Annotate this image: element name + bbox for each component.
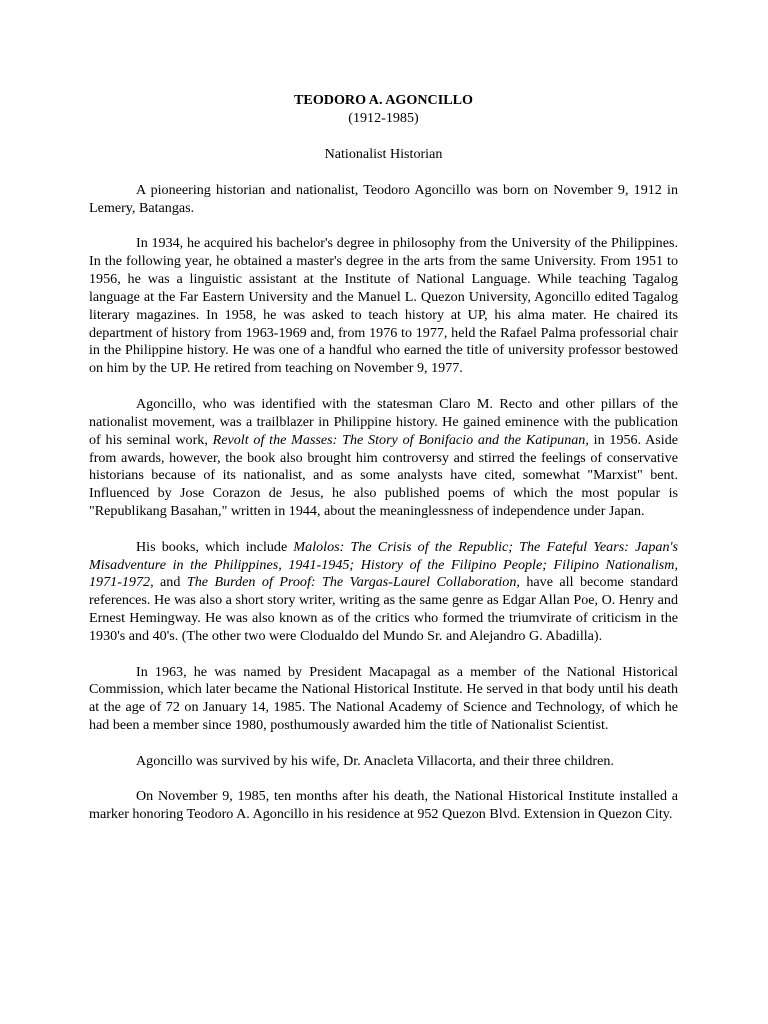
document-years: (1912-1985) [348, 109, 419, 126]
paragraph-nationalist-text-b: in 1956. Aside from awards, however, the book also brought him controversy and stirred the feelings of conservative historians because of its nationalist, and as some analysts have cited, somewhat "Marxist" bent. Influenced by Jose Corazon de Jesus, he also published poems of which the most popular is "Republikang Basahan," written in 1944, about the meaninglessness of independence under Japan. [89, 431, 678, 520]
book-title-burden: The Burden of Proof: The Vargas-Laurel Collaboration, [186, 574, 520, 591]
paragraph-books-text-a: His books, which include [136, 538, 294, 555]
document-subtitle: Nationalist Historian [324, 145, 443, 162]
paragraph-books-and: and [153, 574, 187, 591]
document-title: TEODORO A. AGONCILLO [294, 92, 473, 108]
paragraph-nationalist-text-a: Agoncillo, who was identified with the statesman Claro M. Recto and other pillars of the nationalist movement, was a trailblazer in Philippine history. He gained eminence with the publication of his seminal work, [89, 395, 678, 448]
book-title-revolt: Revolt of the Masses: The Story of Bonifacio and the Katipunan, [212, 431, 589, 448]
paragraph-birth: A pioneering historian and nationalist, Teodoro Agoncillo was born on November 9, 1912 in Lemery, Batangas. [89, 181, 678, 216]
paragraph-books [89, 539, 678, 646]
paragraph-education: In 1934, he acquired his bachelor's degree in philosophy from the University of the Philippines. In the following year, he obtained a master's degree in the arts from the same University. From 1951 to 1956, he was a linguistic assistant at the Institute of National Language. While teaching Tagalog language at the Far Eastern University and the Manuel L. Quezon University, Agoncillo edited Tagalog literary magazines. In 1958, he was asked to teach history at UP, his alma mater. He chaired its department of history from 1963-1969 and, from 1976 to 1977, held the Rafael Palma professorial chair in the Philippine history. He was one of a handful who earned the title of university professor bestowed on him by the UP. He retired from teaching on November 9, 1977. [89, 235, 678, 377]
paragraph-family: Agoncillo was survived by his wife, Dr. Anacleta Villacorta, and their three children. [136, 752, 614, 769]
paragraph-commission: In 1963, he was named by President Macapagal as a member of the National Historical Commission, which later became the National Historical Institute. He served in that body until his death at the age of 72 on January 14, 1985. The National Academy of Science and Technology, of which he had been a member since 1980, posthumously awarded him the title of Nationalist Scientist. [89, 663, 678, 734]
document-page [89, 92, 678, 824]
book-titles-list: Malolos: The Crisis of the Republic; The Fateful Years: Japan's Misadventure in the Philippines, 1941-1945; History of the Filipino People; Filipino Nationalism, 1971-1972, [89, 538, 678, 591]
paragraph-books-text-b: have all become standard references. He was also a short story writer, writing as the same genre as Edgar Allan Poe, O. Henry and Ernest Hemingway. He was also known as of the critics who formed the triumvirate of criticism in the 1930's and 40's. (The other two were Clodualdo del Mundo Sr. and Alejandro G. Abadilla). [89, 574, 678, 645]
paragraph-marker: On November 9, 1985, ten months after his death, the National Historical Institute installed a marker honoring Teodoro A. Agoncillo in his residence at 952 Quezon Blvd. Extension in Quezon City. [89, 788, 678, 822]
paragraph-nationalist [89, 396, 678, 521]
